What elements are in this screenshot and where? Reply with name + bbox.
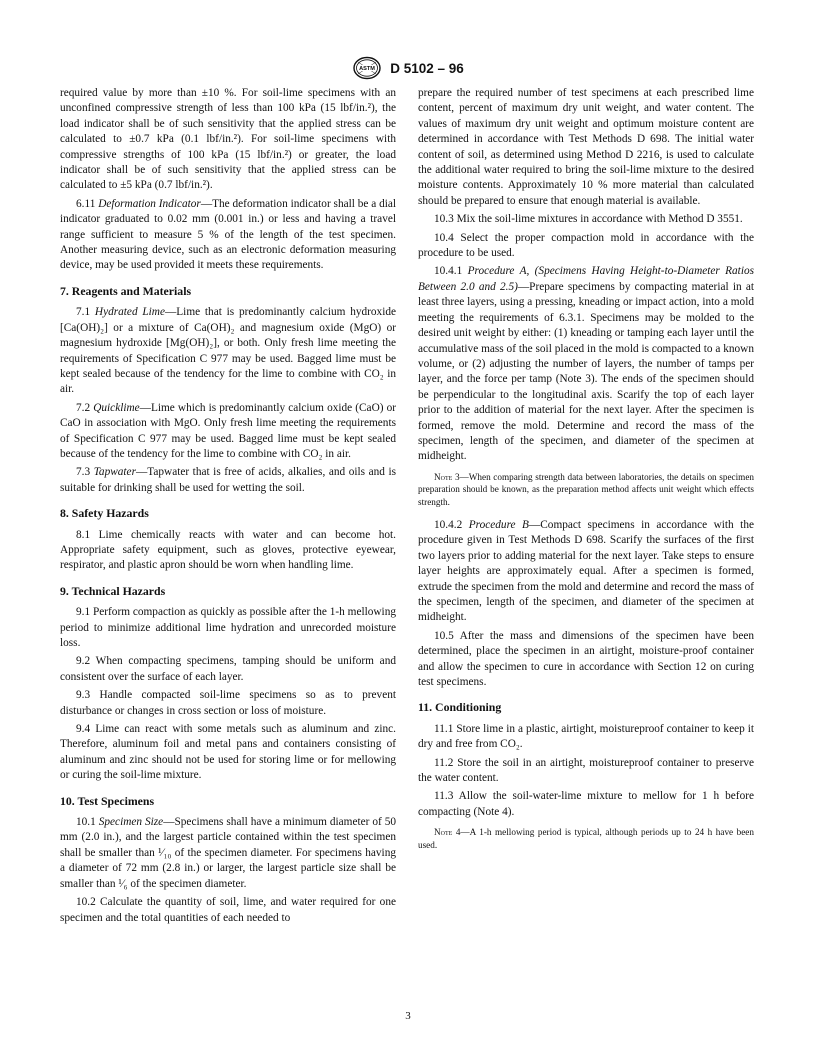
right-column [418, 86, 754, 861]
paragraph: required value by more than ±10 %. For soil-lime specimens with an unconfined compressive strength of less than 100 kPa (15 lbf/in.²), the load indicator shall be of such sensitivity that the applied stress can be calculated to ±0.7 kPa (0.1 lbf/in.²). For soil-lime specimens with compressive strengths of 100 kPa (15 lbf/in.²) or greater, the load indicator shall be of such sensitivity that the applied stress can be calculated to ±5 kPa (0.7 lbf/in.²). [60, 87, 396, 192]
section-7-3: 7.3 Tapwater—Tapwater that is free of acids, alkalies, and oils and is suitable for drinking shall be used for wetting the soil. [60, 466, 396, 494]
page-header [0, 56, 816, 80]
document-designation: D 5102 – 96 [390, 60, 464, 76]
note-3: Note 3—When comparing strength data between laboratories, the details on specimen preparation should be known, as the preparation method affects unit weight which effects strength. [418, 471, 754, 507]
section-6-11: 6.11 Deformation Indicator—The deformation indicator shall be a dial indicator graduated to 0.02 mm (0.001 in.) or less and having a travel range sufficient to measure 5 % of the length of the test specimen. Another measuring device, such as an electronic deformation measuring device, may be used provided it meets these requirements. [60, 197, 397, 272]
astm-logo-icon [352, 56, 382, 80]
section-8-1: 8.1 Lime chemically reacts with water and can become hot. Appropriate safety equipment, such as gloves, protective eyewear, respirator, and plastic apron should be worn when handling lime. [60, 528, 396, 572]
section-10-4-1: 10.4.1 Procedure A, (Specimens Having Height-to-Diameter Ratios Between 2.0 and 2.5)—Prepare specimens by compacting material in at least three layers, using a pressing, kneading or impact action, into a mold meeting the requirements of 6.3.1. Specimens may be molded to the desired unit weight by either: (1) kneading or tamping each layer until the accumulative mass of the soil placed in the mold is compacted to a known volume, or (2) adjusting the number of layers, the number of tamps per layer, and the force per tamp (Note 3). The ends of the specimen should be perpendicular to the longitudinal axis. Scarify the top of each layer prior to the addition of material for the next layer. After the specimen is formed, remove the mold. Determine and record the mass of the specimen, length of the specimen, and diameter of the specimen at midheight. [418, 265, 755, 463]
section-heading-9: 9. Technical Hazards [60, 583, 166, 598]
section-10-4-2: 10.4.2 Procedure B—Compact specimens in accordance with the procedure given in Test Methods D 698. Scarify the surfaces of the first two layers prior to adding material for the next layer. Take steps to ensure layer heights are approximately equal. After a specimen is formed, extrude the specimen from the mold and determine and record the mass of the specimen, length of the specimen, and diameter of the specimen at midheight. [418, 518, 754, 624]
left-column [60, 86, 396, 929]
section-10-2: 10.2 Calculate the quantity of soil, lime, and water required for one specimen and the total quantities of each needed to [60, 896, 396, 924]
section-heading-11: 11. Conditioning [418, 700, 502, 715]
section-10-3: 10.3 Mix the soil-lime mixtures in accordance with Method D 3551. [434, 213, 743, 226]
section-11-3: 11.3 Allow the soil-water-lime mixture to mellow for 1 h before compacting (Note 4). [418, 790, 754, 818]
section-9-1: 9.1 Perform compaction as quickly as possible after the 1-h mellowing period to minimize additional lime hydration and unrecorded moisture loss. [60, 606, 396, 649]
section-7-1: 7.1 Hydrated Lime—Lime that is predominantly calcium hydroxide [Ca(OH)₂] or a mixture of Ca(OH)₂ and magnesium oxide (MgO) or magnesium hydroxide [Mg(OH)₂], or both. Only fresh lime meeting the requirements of Specification C 977 may be used. Bagged lime must be kept sealed because of the tendency for the lime to combine with CO₂ in air. [60, 306, 396, 396]
section-11-2: 11.2 Store the soil in an airtight, moistureproof container to preserve the water content. [418, 756, 754, 785]
section-10-4: 10.4 Select the proper compaction mold in accordance with the procedure to be used. [418, 231, 754, 260]
section-7-2: 7.2 Quicklime—Lime which is predominantly calcium oxide (CaO) or CaO in association with MgO. Only fresh lime meeting the requirements of Specification C 977 may be used. Bagged lime must be kept sealed because of the tendency for the lime to combine with CO₂ in air. [60, 401, 397, 460]
section-10-5: 10.5 After the mass and dimensions of the specimen have been determined, place the specimen in an airtight, moisture-proof container and allow the specimen to cure in accordance with Section 12 on curing test specimens. [418, 629, 754, 689]
section-10-1: 10.1 Specimen Size—Specimens shall have a minimum diameter of 50 mm (2.0 in.), and the largest particle contained within the test specimen shall be smaller than ¹⁄₁₀ of the specimen diameter. For specimens having a diameter of 72 mm (2.8 in.) or larger, the largest particle size shall be smaller than ¹⁄₆ of the specimen diameter. [60, 816, 396, 890]
section-11-1: 11.1 Store lime in a plastic, airtight, moistureproof container to keep it dry and free from CO₂. [418, 722, 754, 751]
section-9-4: 9.4 Lime can react with some metals such as aluminum and zinc. Therefore, aluminum foil and metal pans and containers consisting of aluminum and zinc should not be used for storing lime or for mellowing or curing the soil-lime mixture. [60, 723, 396, 782]
section-heading-8: 8. Safety Hazards [60, 506, 149, 521]
section-9-3: 9.3 Handle compacted soil-lime specimens so as to prevent disturbance or changes in cross section or loss of moisture. [60, 689, 396, 717]
section-9-2: 9.2 When compacting specimens, tamping should be uniform and consistent over the surface of each layer. [60, 655, 396, 683]
svg-text:ASTM: ASTM [359, 66, 376, 73]
paragraph: prepare the required number of test specimens at each prescribed lime content, percent of maximum dry unit weight, and water content. The values of maximum dry unit weight and optimum moisture content are determined in accordance with Test Methods D 698. The initial water content of soil, as determined using Method D 2216, is used to calculate the additional water required to bring the soil-lime mixture to the desired moisture contents. Approximately 10 % more material than calculated should be prepared to ensure that enough material is available. [418, 87, 754, 207]
section-heading-7: 7. Reagents and Materials [60, 283, 192, 298]
note-4: Note 4—A 1-h mellowing period is typical, although periods up to 24 h have been used. [418, 827, 754, 850]
page-number: 3 [405, 1010, 411, 1022]
section-heading-10: 10. Test Specimens [60, 793, 155, 808]
